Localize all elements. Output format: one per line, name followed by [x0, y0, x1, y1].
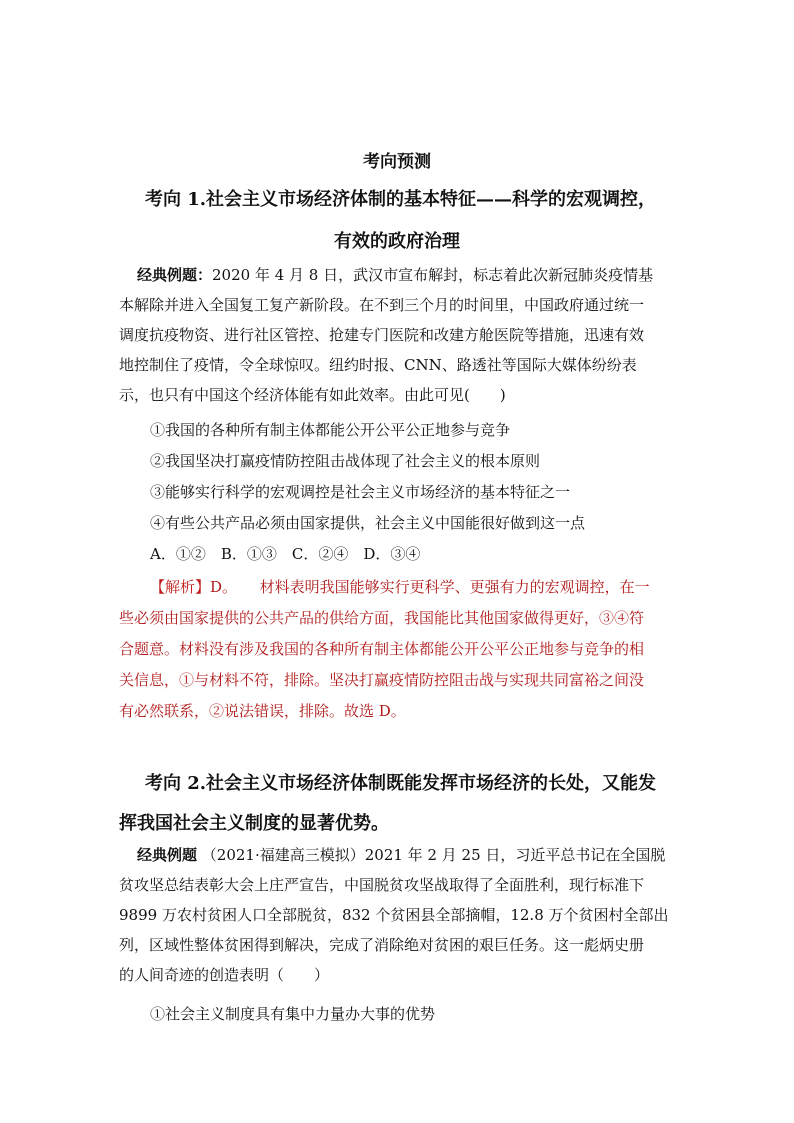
option-3: ③能够实行科学的宏观调控是社会主义市场经济的基本特征之一 [150, 483, 571, 501]
section1-stem-line: 地控制住了疫情，令全球惊叹。纽约时报、CNN、路透社等国际大媒体纷纷表 [119, 356, 637, 374]
stem-text: 2020 年 4 月 8 日，武汉市宣布解封，标志着此次新冠肺炎疫情基 [212, 266, 654, 284]
page-title: 考向预测 [363, 152, 431, 172]
example-label: 经典例题： [137, 266, 213, 284]
option-1: ①我国的各种所有制主体都能公开公平公正地参与竞争 [150, 421, 511, 439]
analysis-line: 合题意。材料没有涉及我国的各种所有制主体都能公开公平公正地参与竞争的相 [119, 640, 645, 658]
analysis-line: 有必然联系，②说法错误，排除。故选 D。 [119, 702, 406, 720]
section1-stem-line [137, 265, 653, 285]
analysis-line [150, 577, 650, 597]
analysis-text: 材料表明我国能够实行更科学、更强有力的宏观调控，在一 [259, 578, 650, 596]
answer-choices: A．①② B．①③ C．②④ D．③④ [150, 545, 421, 563]
section2-stem-line: 的人间奇迹的创造表明（ ） [119, 966, 330, 984]
option-4: ④有些公共产品必须由国家提供，社会主义中国能很好做到这一点 [150, 514, 586, 532]
analysis-label: 【解析】 [150, 578, 211, 596]
option-2: ②我国坚决打赢疫情防控阻击战体现了社会主义的根本原则 [150, 452, 541, 470]
example-label: 经典例题 [137, 846, 198, 864]
section2-heading-cont: 挥我国社会主义制度的显著优势。 [119, 813, 389, 834]
analysis-answer: D。 [210, 578, 230, 596]
section1-stem-line: 本解除并进入全国复工复产新阶段。在不到三个月的时间里，中国政府通过统一 [119, 296, 645, 314]
analysis-line: 些必须由国家提供的公共产品的供给方面，我国能比其他国家做得更好，③④符 [119, 609, 645, 627]
section2-heading: 考向 2.社会主义市场经济体制既能发挥市场经济的长处，又能发 [145, 773, 657, 794]
section1-heading-cont: 有效的政府治理 [334, 231, 460, 252]
stem-text: （2021·福建高三模拟）2021 年 2 月 25 日，习近平总书记在全国脱 [201, 846, 666, 864]
section1-heading: 考向 1.社会主义市场经济体制的基本特征——科学的宏观调控， [145, 189, 657, 210]
section2-stem-line [137, 845, 665, 865]
section2-stem-line: 列，区域性整体贫困得到解决，完成了消除绝对贫困的艰巨任务。这一彪炳史册 [119, 936, 645, 954]
analysis-line: 关信息，①与材料不符，排除。坚决打赢疫情防控阻击战与实现共同富裕之间没 [119, 671, 645, 689]
section2-option-1: ①社会主义制度具有集中力量办大事的优势 [150, 1005, 436, 1023]
section1-stem-line: 调度抗疫物资、进行社区管控、抢建专门医院和改建方舱医院等措施，迅速有效 [119, 326, 645, 344]
section2-stem-line: 9899 万农村贫困人口全部脱贫，832 个贫困县全部摘帽，12.8 万个贫困村全部出 [119, 906, 669, 924]
section2-stem-line: 贫攻坚总结表彰大会上庄严宣告，中国脱贫攻坚战取得了全面胜利，现行标准下 [119, 876, 645, 894]
section1-stem-line: 示，也只有中国这个经济体能有如此效率。由此可见( ) [119, 386, 506, 404]
